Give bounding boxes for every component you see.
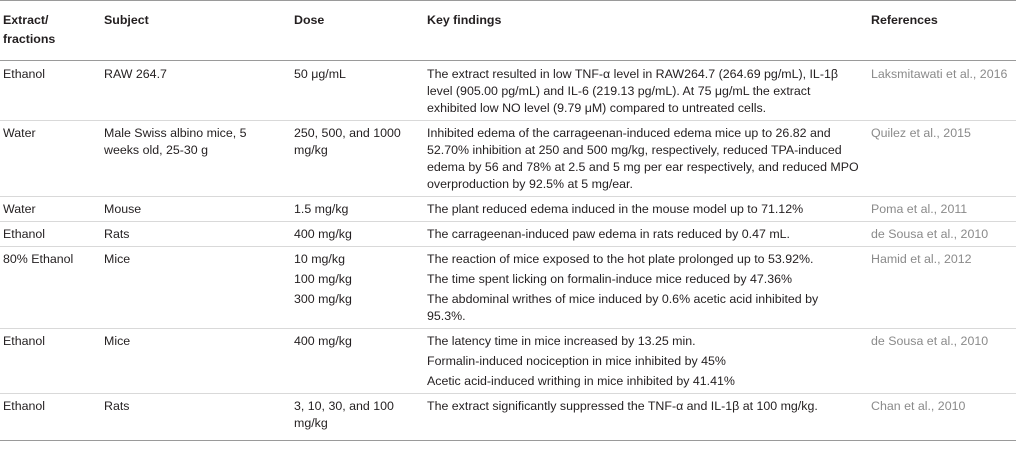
cell-dose: 100 mg/kg (294, 272, 352, 286)
header-row (0, 1, 1016, 61)
cell-extract: Ethanol (0, 222, 98, 247)
cell-subject (98, 350, 288, 370)
cell-subject (98, 268, 288, 288)
cell-reference (865, 350, 1016, 370)
cell-extract: Ethanol (0, 394, 98, 441)
cell-findings: The time spent licking on formalin-induce mice reduced by 47.36% (427, 272, 793, 286)
cell-extract: Water (0, 121, 98, 197)
cell-subject: Rats (98, 222, 288, 247)
cell-findings: The latency time in mice increased by 13.25 min. (427, 334, 696, 348)
table-row (0, 394, 1016, 441)
cell-subject: RAW 264.7 (98, 61, 288, 121)
table-row (0, 288, 1016, 329)
cell-extract (0, 370, 98, 394)
cell-findings: Inhibited edema of the carrageenan-induced edema mice up to 26.82 and 52.70% inhibition at 250 and 500 mg/kg, respectively, reduced TPA-induced edema by 56 and 78% at 2.5 and 5 mg per ear respectively, and reduced MPO overproduction by 92.5% at 5 mg/ear. (421, 121, 865, 197)
cell-dose: 50 μg/mL (288, 61, 421, 121)
cell-extract: 80% Ethanol (3, 252, 74, 266)
cell-dose: 10 mg/kg (294, 252, 345, 266)
cell-extract (0, 350, 98, 370)
cell-dose: 250, 500, and 1000 mg/kg (288, 121, 421, 197)
cell-reference (865, 370, 1016, 394)
cell-extract: Ethanol (0, 61, 98, 121)
cell-subject: Mouse (98, 197, 288, 222)
table-row (0, 222, 1016, 247)
cell-findings: Acetic acid-induced writhing in mice inhibited by 41.41% (421, 370, 865, 394)
cell-reference: de Sousa et al., 2010 (871, 334, 989, 348)
cell-extract (0, 288, 98, 329)
cell-findings: The abdominal writhes of mice induced by 0.6% acetic acid inhibited by 95.3%. (421, 288, 865, 329)
cell-dose: 400 mg/kg (294, 334, 352, 348)
cell-extract (0, 268, 98, 288)
cell-findings: The reaction of mice exposed to the hot plate prolonged up to 53.92%. (427, 252, 814, 266)
cell-subject (98, 370, 288, 394)
header-key-findings: Key findings (427, 13, 502, 27)
cell-extract: Water (0, 197, 98, 222)
cell-dose (288, 350, 421, 370)
cell-findings: The extract resulted in low TNF-α level in RAW264.7 (264.69 pg/mL), IL-1β level (905.00 pg/mL) and IL-6 (219.13 pg/mL). At 75 μg/mL the extract exhibited low NO level (9.79 μM) compared to untreated cells. (421, 61, 865, 121)
table-row (0, 247, 1016, 269)
header-subject: Subject (104, 13, 149, 27)
cell-subject (98, 288, 288, 329)
table-row (0, 121, 1016, 197)
cell-reference: Chan et al., 2010 (865, 394, 1016, 441)
table-row (0, 268, 1016, 288)
cell-reference: de Sousa et al., 2010 (865, 222, 1016, 247)
header-dose: Dose (294, 13, 325, 27)
table-row (0, 61, 1016, 121)
cell-dose: 300 mg/kg (288, 288, 421, 329)
cell-dose (288, 370, 421, 394)
cell-reference (865, 288, 1016, 329)
cell-dose: 400 mg/kg (288, 222, 421, 247)
cell-subject: Rats (98, 394, 288, 441)
header-extract: Extract/ fractions (3, 13, 56, 46)
table-row (0, 197, 1016, 222)
cell-findings: Formalin-induced nociception in mice inhibited by 45% (427, 354, 726, 368)
table-row (0, 370, 1016, 394)
table-row (0, 329, 1016, 351)
cell-findings: The extract significantly suppressed the TNF-α and IL-1β at 100 mg/kg. (421, 394, 865, 441)
cell-findings: The carrageenan-induced paw edema in rats reduced by 0.47 mL. (421, 222, 865, 247)
cell-findings: The plant reduced edema induced in the mouse model up to 71.12% (421, 197, 865, 222)
cell-subject: Male Swiss albino mice, 5 weeks old, 25-30 g (98, 121, 288, 197)
cell-subject: Mice (104, 252, 131, 266)
cell-reference: Laksmitawati et al., 2016 (865, 61, 1016, 121)
cell-reference: Quilez et al., 2015 (865, 121, 1016, 197)
cell-subject: Mice (104, 334, 131, 348)
cell-reference: Hamid et al., 2012 (871, 252, 972, 266)
cell-dose: 1.5 mg/kg (288, 197, 421, 222)
cell-dose: 3, 10, 30, and 100 mg/kg (288, 394, 421, 441)
cell-extract: Ethanol (3, 334, 46, 348)
table-row (0, 350, 1016, 370)
cell-reference (865, 268, 1016, 288)
header-references: References (871, 13, 938, 27)
cell-reference: Poma et al., 2011 (865, 197, 1016, 222)
